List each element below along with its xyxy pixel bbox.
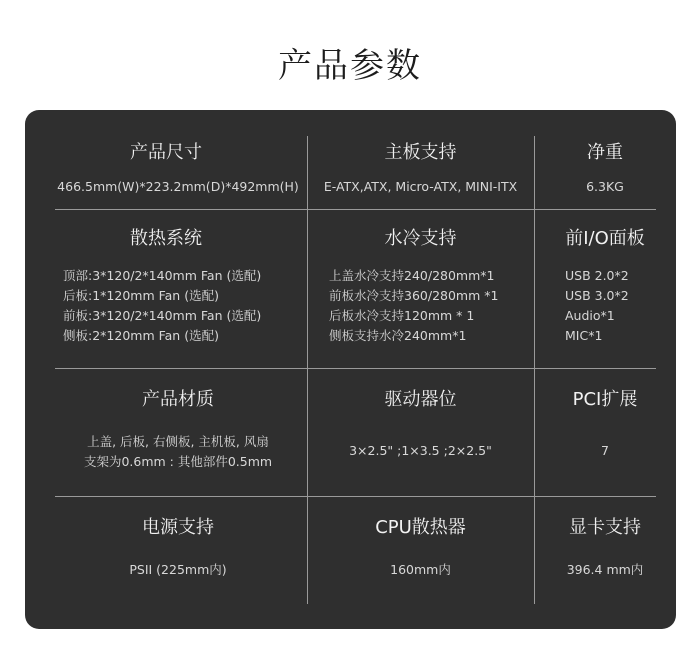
list-item: USB 3.0*2 bbox=[565, 288, 629, 303]
row-divider bbox=[55, 368, 656, 369]
list-item: USB 2.0*2 bbox=[565, 268, 629, 283]
list-item: Audio*1 bbox=[565, 308, 615, 323]
psu-value: PSII (225mm内) bbox=[129, 562, 227, 577]
pci-value: 7 bbox=[601, 443, 609, 458]
front-io-list bbox=[565, 266, 629, 346]
cpu-cooler-label: CPU散热器 bbox=[375, 517, 466, 538]
motherboard-label: 主板支持 bbox=[384, 142, 457, 163]
list-item: 上盖水冷支持240/280mm*1 bbox=[329, 268, 495, 283]
list-item: 侧板支持水冷240mm*1 bbox=[329, 328, 467, 343]
drive-bays-label: 驱动器位 bbox=[384, 389, 457, 410]
gpu-label: 显卡支持 bbox=[569, 517, 641, 538]
row-divider bbox=[55, 496, 656, 497]
list-item: 前板:3*120/2*140mm Fan (选配) bbox=[63, 308, 262, 323]
size-value: 466.5mm(W)*223.2mm(D)*492mm(H) bbox=[57, 179, 299, 194]
list-item: 侧板:2*120mm Fan (选配) bbox=[63, 328, 219, 343]
list-item: 后板水冷支持120mm * 1 bbox=[329, 308, 475, 323]
size-label: 产品尺寸 bbox=[130, 142, 202, 163]
material-label: 产品材质 bbox=[142, 389, 214, 410]
list-item: 后板:1*120mm Fan (选配) bbox=[63, 288, 219, 303]
weight-label: 净重 bbox=[587, 142, 623, 163]
front-io-label: 前I/O面板 bbox=[565, 228, 645, 249]
material-list bbox=[25, 432, 331, 472]
cooling-system-list bbox=[63, 266, 261, 346]
cooling-system-label: 散热系统 bbox=[130, 228, 202, 249]
drive-bays-value: 3×2.5" ;1×3.5 ;2×2.5" bbox=[349, 443, 492, 458]
list-item: 支架为0.6mm : 其他部件0.5mm bbox=[83, 454, 273, 469]
cpu-cooler-value: 160mm内 bbox=[390, 562, 451, 577]
list-item: 顶部:3*120/2*140mm Fan (选配) bbox=[63, 268, 262, 283]
list-item: 前板水冷支持360/280mm *1 bbox=[329, 288, 499, 303]
water-cooling-label: 水冷支持 bbox=[384, 228, 457, 249]
psu-label: 电源支持 bbox=[142, 517, 214, 538]
pci-label: PCI扩展 bbox=[572, 389, 638, 410]
weight-value: 6.3KG bbox=[586, 179, 624, 194]
row-divider bbox=[55, 209, 656, 210]
spec-panel bbox=[25, 110, 676, 629]
list-item: MIC*1 bbox=[565, 328, 603, 343]
motherboard-value: E-ATX,ATX, Micro-ATX, MINI-ITX bbox=[323, 179, 518, 194]
page-title: 产品参数 bbox=[278, 46, 422, 86]
list-item: 上盖, 后板, 右侧板, 主机板, 风扇 bbox=[87, 434, 269, 449]
gpu-value: 396.4 mm内 bbox=[566, 562, 644, 577]
water-cooling-list bbox=[329, 266, 498, 346]
